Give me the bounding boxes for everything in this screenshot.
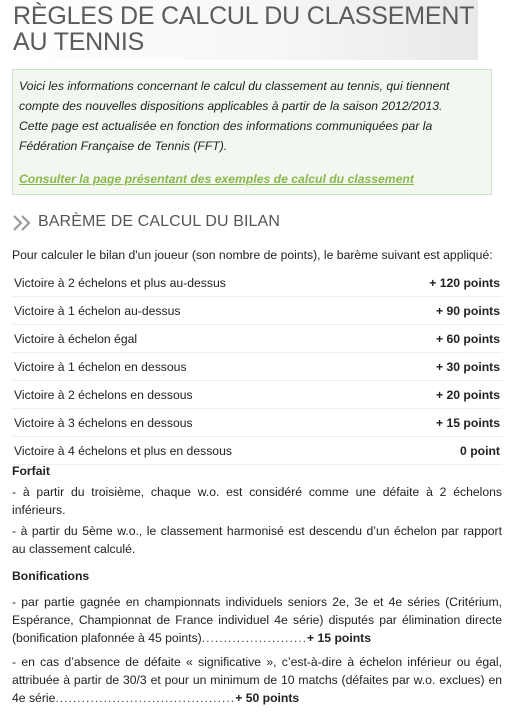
points-row-label: Victoire à 1 échelon au-dessus [14,304,181,318]
points-row-label: Victoire à 1 échelon en dessous [14,360,187,374]
points-row-label: Victoire à échelon égal [14,332,138,346]
examples-link[interactable]: Consulter la page présentant des exemples de calcul du classement [19,172,414,186]
title-banner [0,0,478,60]
forfait-paragraph-1: - à partir du troisième, chaque w.o. est considéré comme une défaite à 2 échelons inférieurs. [12,485,502,517]
points-row-label: Victoire à 3 échelons en dessous [14,416,193,430]
intro-text [19,76,485,156]
points-row-label: Victoire à 2 échelons en dessous [14,388,193,402]
bonification-2-text: - en cas d’absence de défaite « significative », c’est-à-dire à échelon inférieur ou égal, attribuée à partir de 30/3 et pour un minimum de 10 matchs (défaites par w.o. exclues) en 4e série [12,655,502,705]
bonification-paragraph-2 [12,653,502,707]
intro-line-1: Voici les informations concernant le calcul du classement au tennis, qui tiennent compte des nouvelles dispositions applicables à partir de la saison 2012/2013. [19,79,450,113]
points-row-label: Victoire à 4 échelons et plus en dessous [14,444,232,458]
section-title: BARÈME DE CALCUL DU BILAN [38,213,280,230]
double-chevron-right-icon [12,214,34,232]
bonifications-heading: Bonifications [12,569,90,583]
points-row-value: + 30 points [435,360,500,374]
section-heading-bareme [12,212,492,234]
points-row-value: + 20 points [435,388,500,402]
bonifications-section [12,567,502,707]
points-table [12,269,502,465]
forfait-section [12,462,502,558]
points-row-value: 0 point [460,444,500,458]
intro-box [12,69,492,195]
bonification-1-dots: ........................ [201,631,307,645]
page-title: RÈGLES DE CALCUL DU CLASSEMENT AU TENNIS [13,2,474,56]
points-table-row [12,381,502,409]
points-table-row [12,297,502,325]
points-table-row [12,325,502,353]
forfait-paragraph-2: - à partir du 5ème w.o., le classement harmonisé est descendu d’un échelon par rapport au classement calculé. [12,524,502,556]
bonification-2-dots: ......................................... [55,691,236,705]
bonification-2-points: + 50 points [235,691,300,705]
points-row-value: + 60 points [435,332,500,346]
points-row-label: Victoire à 2 échelons et plus au-dessus [14,276,226,290]
points-table-row [12,353,502,381]
forfait-heading: Forfait [12,464,50,478]
points-row-value: + 15 points [435,416,500,430]
bonification-paragraph-1 [12,593,502,647]
intro-line-2: Cette page est actualisée en fonction des informations communiquées par la Fédération Française de Tennis (FFT). [19,119,433,153]
bareme-lead: Pour calculer le bilan d'un joueur (son nombre de points), le barème suivant est appliqué: [12,248,493,262]
points-table-row [12,437,502,465]
points-table-row [12,269,502,297]
bonification-1-points: + 15 points [307,631,372,645]
bonification-1-text: - par partie gagnée en championnats individuels seniors 2e, 3e et 4e séries (Critérium, Espérance, Championnat de France individuel 4e série) disputés par élimination directe (bonification plafonnée à 45 points) [12,595,502,645]
points-table-row [12,409,502,437]
points-row-value: + 120 points [429,276,500,290]
points-row-value: + 90 points [435,304,500,318]
